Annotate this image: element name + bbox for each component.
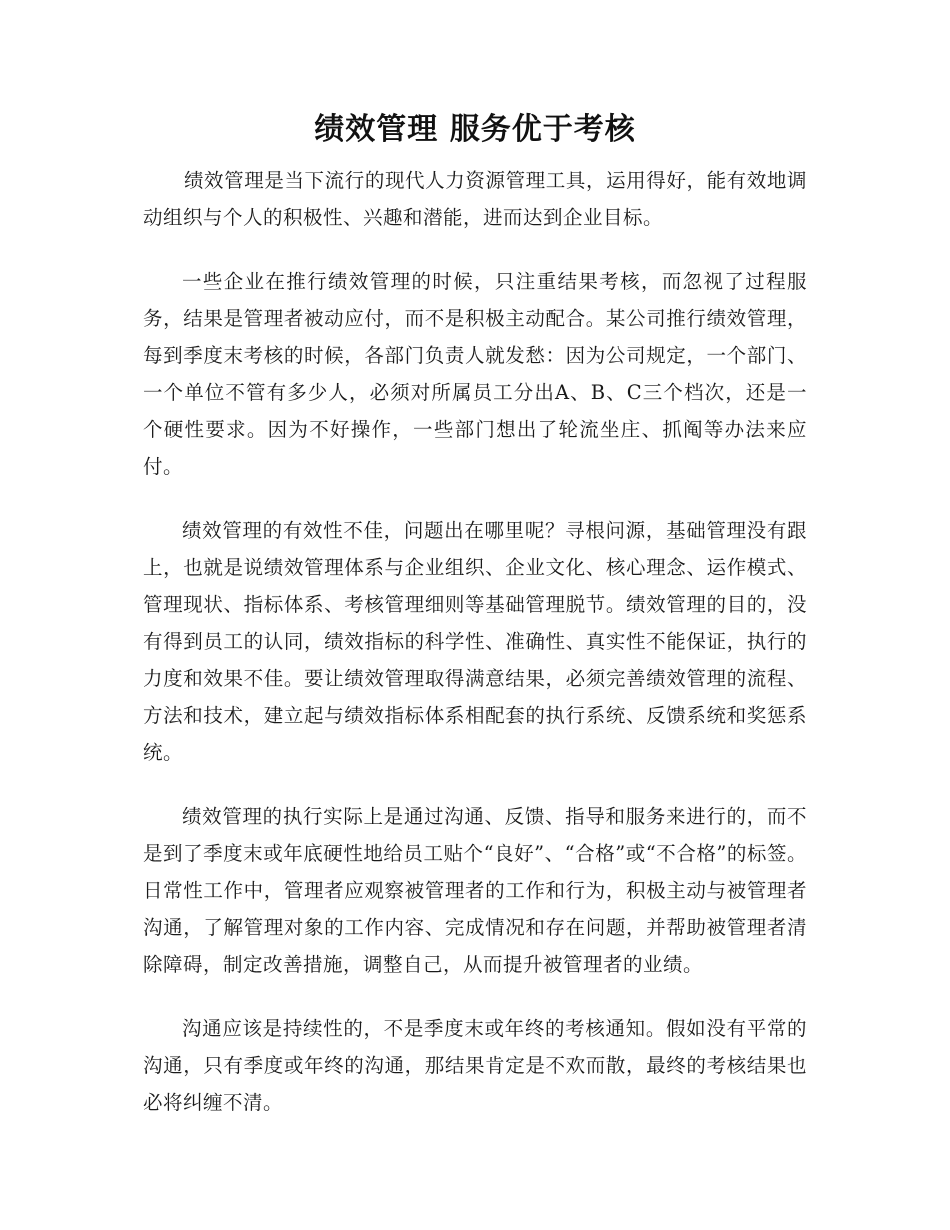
paragraph-4: 绩效管理的执行实际上是通过沟通、反馈、指导和服务来进行的，而不是到了季度末或年底硬性地给员工贴个“良好”、“合格”或“不合格”的标签。日常性工作中，管理者应观察被管理者的工作和行为，积极主动与被管理者沟通，了解管理对象的工作内容、完成情况和存在问题，并帮助被管理者清除障碍，制定改善措施，调整自己，从而提升被管理者的业绩。 [143, 805, 807, 976]
document-title: 绩效管理 服务优于考核 [314, 112, 636, 147]
paragraph-3: 绩效管理的有效性不佳，问题出在哪里呢？寻根问源，基础管理没有跟上，也就是说绩效管理体系与企业组织、企业文化、核心理念、运作模式、管理现状、指标体系、考核管理细则等基础管理脱节。绩效管理的目的，没有得到员工的认同，绩效指标的科学性、准确性、真实性不能保证，执行的力度和效果不佳。要让绩效管理取得满意结果，必须完善绩效管理的流程、方法和技术，建立起与绩效指标体系相配套的执行系统、反馈系统和奖惩系统。 [143, 519, 807, 764]
paragraph-5: 沟通应该是持续性的，不是季度末或年终的考核通知。假如没有平常的沟通，只有季度或年终的沟通，那结果肯定是不欢而散，最终的考核结果也必将纠缠不清。 [143, 1017, 807, 1114]
paragraph-2: 一些企业在推行绩效管理的时候，只注重结果考核，而忽视了过程服务，结果是管理者被动应付，而不是积极主动配合。某公司推行绩效管理，每到季度末考核的时候，各部门负责人就发愁：因为公司规定，一个部门、一个单位不管有多少人，必须对所属员工分出A、B、C三个档次，还是一个硬性要求。因为不好操作，一些部门想出了轮流坐庄、抓阄等办法来应付。 [143, 270, 807, 478]
document-body [143, 162, 807, 1148]
paragraph-1: 绩效管理是当下流行的现代人力资源管理工具，运用得好，能有效地调动组织与个人的积极性、兴趣和潜能，进而达到企业目标。 [143, 169, 807, 229]
